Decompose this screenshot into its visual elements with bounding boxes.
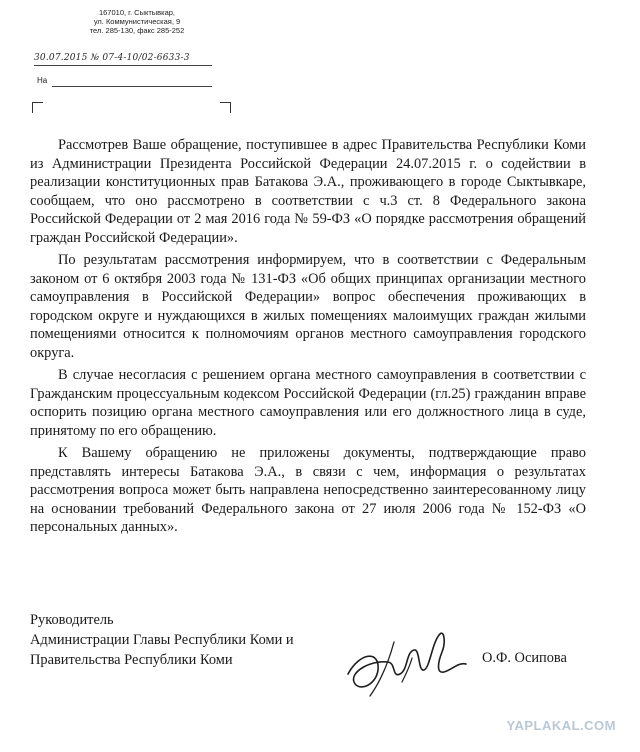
signatory-title — [30, 610, 294, 670]
reference-underline — [52, 86, 212, 87]
signatory-title-line: Руководитель — [30, 612, 114, 628]
registration-underline — [34, 65, 212, 66]
body-paragraph: По результатам рассмотрения информируем, что в соответствии с Федеральным законом от 6 октября 2003 года № 131-ФЗ «Об общих принципах организации местного самоуправления в Российской Федерации» вопрос обеспечения проживающих в городском округе и нуждающихся в жилых помещениях малоимущих граждан жилыми помещениями относится к полномочиям органов местного самоуправления городского округа. — [30, 252, 586, 361]
signatory-name: О.Ф. Осипова — [482, 650, 567, 666]
signatory-title-line: Правительства Республики Коми — [30, 652, 233, 668]
reference-label: На — [37, 76, 48, 85]
site-watermark: YAPLAKAL.COM — [506, 718, 616, 733]
body-paragraph: К Вашему обращению не приложены документы, подтверждающие право представлять интересы Батакова Э.А., в связи с чем, информация о результатах рассмотрения вопроса может быть направлена непосредственно заинтересованному лицу на основании требований Федерального закона от 27 июля 2006 года № 152-ФЗ «О персональных данных». — [30, 445, 586, 535]
handwritten-signature — [340, 612, 470, 702]
address-line: 167010, г. Сыктывкар, — [98, 8, 176, 17]
address-line: тел. 285-130, факс 285-252 — [89, 26, 185, 35]
addressee-corner-left — [32, 102, 43, 113]
letterhead-address — [62, 8, 212, 35]
body-paragraph: В случае несогласия с решением органа местного самоуправления в соответствии с Гражданским процессуальным кодексом Российской Федерации (гл.25) гражданин вправе оспорить позицию органа местного самоуправления или его должностного лица в суде, принятому по его обращению. — [30, 367, 586, 439]
signatory-title-line: Администрации Главы Республики Коми и — [30, 632, 294, 648]
letter-body — [30, 136, 586, 541]
body-paragraph: Рассмотрев Ваше обращение, поступившее в адрес Правительства Республики Коми из Администрации Президента Российской Федерации 24.07.2015 г. о содействии в реализации конституционных прав Батакова Э.А., проживающего в городе Сыктывкаре, сообщаем, что оно рассмотрено в соответствии с ч.3 ст. 8 Федерального закона Российской Федерации от 2 мая 2016 года № 59-ФЗ «О порядке рассмотрения обращений граждан Российской Федерации». — [30, 137, 586, 246]
addressee-corner-right — [220, 102, 231, 113]
address-line: ул. Коммунистическая, 9 — [93, 17, 181, 26]
registration-number: 30.07.2015 № 07-4-10/02-6633-3 — [34, 53, 190, 63]
